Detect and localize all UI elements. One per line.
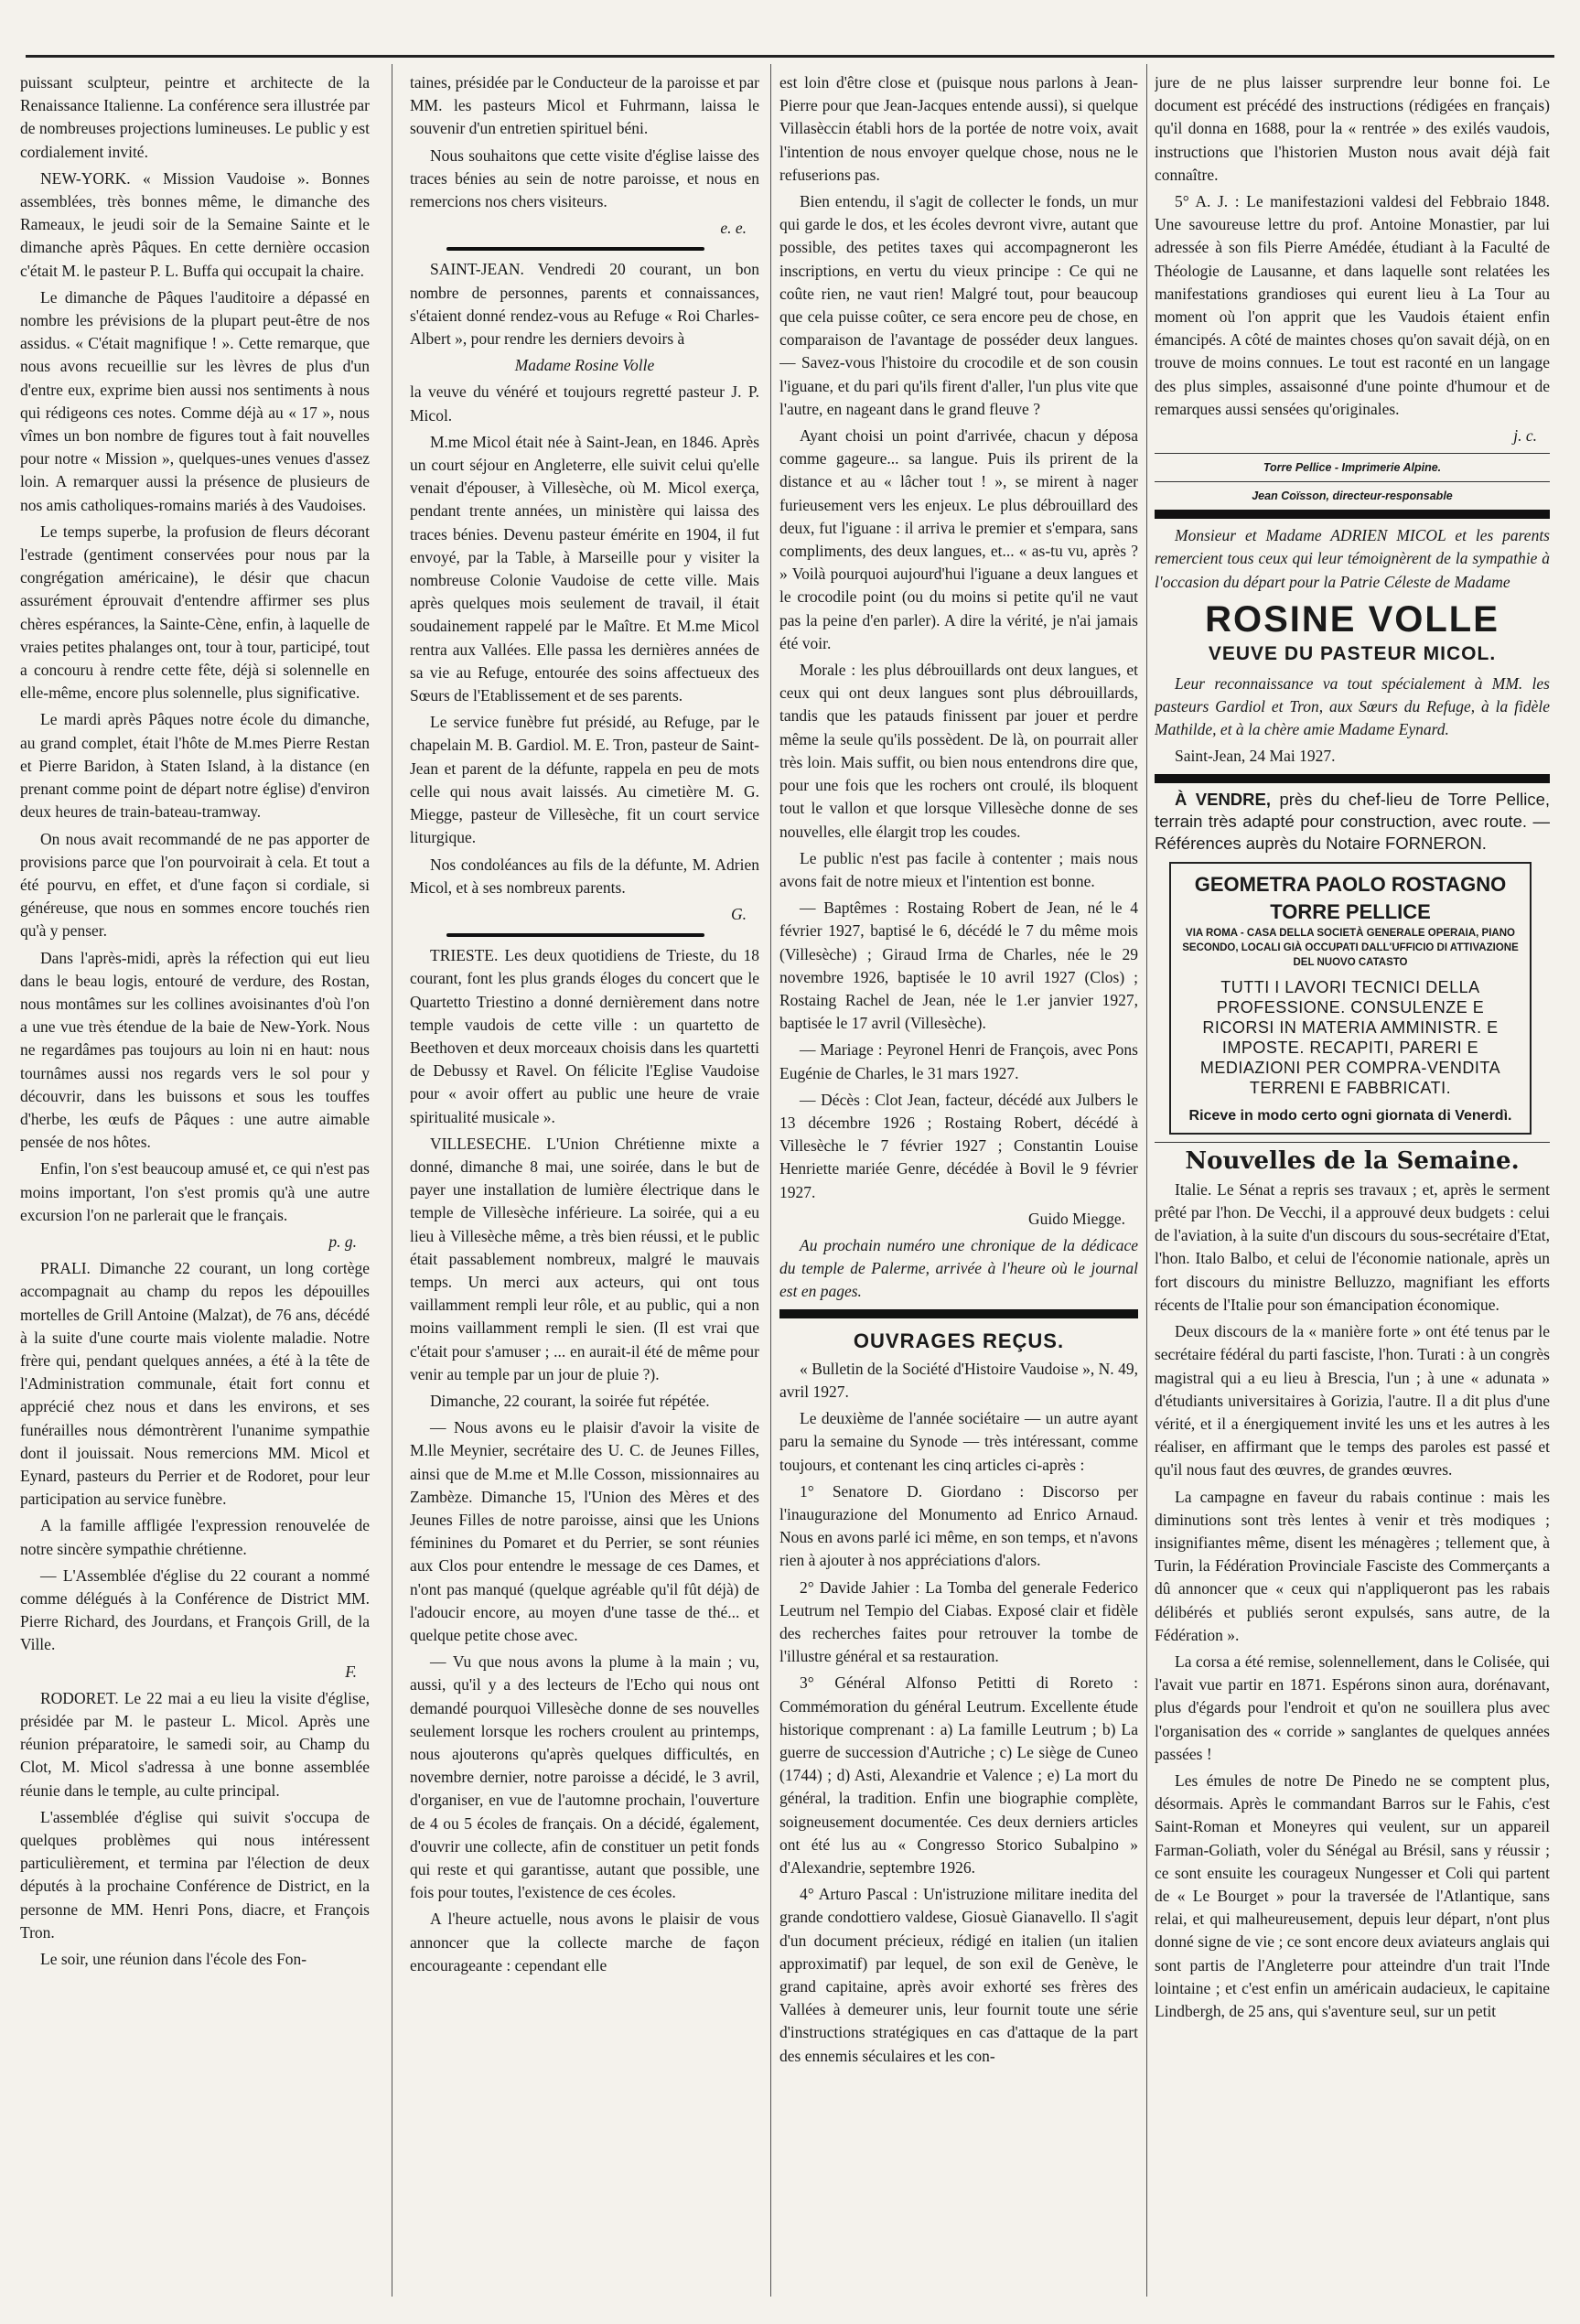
notice-subtitle: VEUVE DU PASTEUR MICOL. — [1208, 642, 1497, 664]
signature: G. — [730, 904, 747, 923]
signature: p. g. — [328, 1232, 357, 1251]
paragraph: Le temps superbe, la profusion de fleurs décorant l'estrade (gentiment conservées pour nous par la congrégation américaine), le désir que chacun assurément éprouvait d'entendre affirmer ses plus chères espérances, la Sainte-Cène, enfin, à laquelle de vraies petites phalanges ont, tour à tour, participé, tout a concouru à rendre cette fête, déjà si solennelle en elle-même, encore plus solennelle, plus significative. — [20, 522, 370, 703]
ad-address: VIA ROMA - CASA DELLA SOCIETÀ GENERALE OPERAIA, PIANO SECONDO, LOCALI GIÀ OCCUPATI DALL'UFFICIO DI ATTIVAZIONE DEL NUOVO CATASTO — [1182, 927, 1519, 968]
imprint-printer: Torre Pellice - Imprimerie Alpine. — [1263, 461, 1442, 475]
section-divider — [446, 247, 704, 251]
paragraph-note: Au prochain numéro une chronique de la dédicace du temple de Palerme, arrivée à l'heure où le journal est en pages. — [779, 1235, 1138, 1301]
paragraph: est loin d'être close et (puisque nous parlons à Jean-Pierre pour que Jean-Jacques entende aussi), si quelque Villasèccin établi hors de la portée de notre voix, avait l'intention de nous envoyer quelque chose, nous ne le refuserions pas. — [779, 73, 1138, 184]
paragraph: Le service funèbre fut présidé, au Refuge, par le chapelain M. B. Gardiol. M. E. Tron, pasteur de Saint-Jean et parent de la défunte, rappela en peu de mots celle qui nous avait laissés. Au cimetière M. G. Miegge, pasteur de Villesèche, fit un court service liturgique. — [410, 713, 759, 847]
section-heading-ouvrages: OUVRAGES REÇUS. — [853, 1329, 1065, 1352]
column-divider — [1146, 64, 1147, 2297]
paragraph: Le mardi après Pâques notre école du dimanche, au grand complet, était l'hôte de M.mes Pierre Restan et Pierre Baridon, à Staten Island, à la distance (en prenant comme point de départ notre église) d'environ deux heures de train-bateau-tramway. — [20, 710, 370, 822]
sale-ad-lead: À VENDRE, — [1175, 789, 1272, 809]
signature: j. c. — [1513, 426, 1537, 446]
paragraph: « Bulletin de la Société d'Histoire Vaudoise », N. 49, avril 1927. — [779, 1359, 1138, 1401]
ad-services: TUTTI I LAVORI TECNICI DELLA PROFESSIONE. CONSULENZE E RICORSI IN MATERIA AMMINISTR. E IMPOSTE. RECAPITI, PARERI E MEDIAZIONI PER COMPRA-VENDITA TERRENI E FABBRICATI. — [1199, 977, 1501, 1097]
paragraph-mariage: — Mariage : Peyronel Henri de François, avec Pons Eugénie de Charles, le 31 mars 1927. — [779, 1040, 1138, 1082]
paragraph: Les émules de notre De Pinedo ne se comptent plus, désormais. Après le commandant Barros sur le Fahis, c'est Saint-Roman et Moneyres qui veulent, sur un appareil Farman-Goliath, voler du Sénégal au Brésil, sans y réussir ; ce sont ensuite les courageux Nungesser et Coli qui partent de « Le Bourget » pour la traversée de l'Atlantique, sans relai, et qui malheureusement, depuis leur départ, n'ont plus donné signe de vie ; ce sont encore deux aviateurs anglais qui sont partis de l'Angleterre pour atteindre d'un trait l'Inde lointaine ; et c'est enfin un américain audacieux, le capitaine Lindbergh, de 25 ans, qui s'aventure seul, sur un petit — [1155, 1770, 1550, 2020]
paragraph: Le public n'est pas facile à contenter ; mais nous avons fait de notre mieux et l'intention est bonne. — [779, 848, 1138, 890]
paragraph: Deux discours de la « manière forte » ont été tenus par le secrétaire fédéral du parti fasciste, l'hon. Turati : à un congrès magistral qui a eu lieu à Brescia, l'un ; à une « adunata » d'étudiants universitaires à Gorizia, l'autre. Il a dit plus d'une vérité, et il a énergiquement invité les uns et les autres à les réaliser, en affirmant que le temps des paroles est passé et qu'il nous faut des œuvres, de grandes œuvres. — [1155, 1322, 1550, 1479]
paragraph-new-york: NEW-YORK. « Mission Vaudoise ». Bonnes assemblées, très bonnes même, le dimanche des Rameaux, le jeudi soir de la Semaine Sainte et le dimanche après Pâques. En cette dernière occasion c'était M. le pasteur P. L. Buffa qui occupait la chaire. — [20, 168, 370, 280]
paragraph: 5° A. J. : Le manifestazioni valdesi del Febbraio 1848. Une savoureuse lettre du prof. Antoine Monastier, par lui adressée à son fils Pierre Amédée, étudiant à la Faculté de Théologie de Lausanne, et dans laquelle sont relatées les manifestations grandioses qui eurent lieu à La Tour au moment où l'on apprit que les Vaudois étaient enfin émancipés. A côté de maintes choses qu'on savait déjà, on en trouve de moins connues. Le tout est raconté en un langage des plus simples, assaisonné d'une pointe d'humour et de remarques aussi sensées qu'originales. — [1155, 192, 1550, 418]
deceased-name: Madame Rosine Volle — [514, 356, 655, 375]
paragraph: Nous souhaitons que cette visite d'église laisse des traces bénies au sein de notre paroisse, et nous en remercions nos chers visiteurs. — [410, 145, 759, 211]
paragraph: — L'Assemblée d'église du 22 courant a nommé comme délégués à la Conférence de District MM. Pierre Richard, des Jourdans, et François Grill, de la Ville. — [20, 1565, 370, 1654]
column-divider — [770, 64, 771, 2297]
paragraph: Le dimanche de Pâques l'auditoire a dépassé en nombre les prévisions de la plupart peut-être de nos assidus. « C'était magnifique ! ». Cette remarque, que nous avons recueillie sur les lèvres de plus d'un d'entre eux, exprime bien aussi nos sentiments à nous qui rédigeons ces notes. Comme déjà au « 17 », nous vîmes un bon nombre de figures tout à fait nouvelles pour notre « Mission », quelques-unes venues d'assez loin. A remarquer aussi la présence de plusieurs de nos amis catholiques-romains mariés à des Vaudoises. — [20, 287, 370, 514]
thanks-notice-body: Leur reconnaissance va tout spécialement à MM. les pasteurs Gardiol et Tron, aux Sœurs du Refuge, à la fidèle Mathilde, et à la chère amie Madame Eynard. — [1155, 673, 1550, 739]
paragraph-trieste: TRIESTE. Les deux quotidiens de Trieste, du 18 courant, font les plus grands éloges du concert que le Quartetto Triestino a donné dernièrement dans notre temple vaudois de cette ville : un quartetto de Beethoven et deux morceaux choisis dans les quartetti de Debussy et Ravel. On félicite l'Eglise Vaudoise pour « avoir offert au public une heure de vraie spiritualité musicale ». — [410, 946, 759, 1126]
column-1 — [20, 71, 370, 2286]
paragraph: La corsa a été remise, solennellement, dans le Colisée, qui l'avait vue partir en 1871. Espérons sinon aura, dorénavant, plus d'égards pour l'endroit et qu'on ne souillera plus avec l'organisation des « corride » sanglantes de quelques années passées ! — [1155, 1652, 1550, 1763]
signature: Guido Miegge. — [1028, 1209, 1125, 1228]
paragraph: 3° Général Alfonso Petitti di Roreto : Commémoration du général Leutrum. Excellente étude historique comprenant : a) La famille Leutrum ; b) La guerre de succession d'Autriche ; c) Le siège de Cuneo (1744) ; d) Asti, Alexandrie et Valence ; e) La mort du général, la tradition. Enfin une biographie complète, soigneusement documentée. Ces deux derniers articles ont été lus au « Congresso Storico Subalpino » d'Alexandrie, septembre 1926. — [779, 1673, 1138, 1877]
paragraph: Dimanche, 22 courant, la soirée fut répétée. — [430, 1391, 710, 1410]
paragraph: la veuve du vénéré et toujours regretté pasteur J. P. Micol. — [410, 382, 759, 425]
signature: e. e. — [720, 219, 747, 238]
paragraph: — Vu que nous avons la plume à la main ; vu, aussi, qu'il y a des lecteurs de l'Echo qui nous ont demandé pourquoi Villesèche donne de ses nouvelles seulement lorsque les rochers croulent au printemps, nous ajouterons qu'après quelques difficultés, en novembre dernier, notre paroisse a décidé, le 3 avril, d'organiser, en vue de l'automne prochain, l'ouverture de 4 ou 5 écoles de français. On a décidé, également, d'ouvrir une collecte, afin de constituer un petit fonds qui reste et qui garantisse, autant que possible, une fois pour toutes, l'existence de ces écoles. — [410, 1652, 759, 1902]
section-divider — [1155, 774, 1550, 783]
paragraph: La campagne en faveur du rabais continue : mais les diminutions sont très lentes à venir et très modiques ; insignifiantes même, disent les ménagères ; tellement que, à Turin, la Fédération Provinciale Fasciste des Commerçants a dû annoncer que « ceux qui n'appliqueront pas les rabais délibérés et publiés seront expulsés, sans autre, de la Fédération ». — [1155, 1487, 1550, 1644]
paragraph: On nous avait recommandé de ne pas apporter de provisions parce que l'on pourvoirait à cela. Et tout a été pourvu, en effet, et d'une façon si cordiale, si généreuse, que nous en sommes encore touchés rien qu'à y penser. — [20, 829, 370, 941]
paragraph: Enfin, l'on s'est beaucoup amusé et, ce qui n'est pas moins important, l'on s'est promis qu'à une autre excursion l'on ne parlerait que le français. — [20, 1159, 370, 1224]
surveyor-ad — [1169, 862, 1532, 1135]
paragraph-deces: — Décès : Clot Jean, facteur, décédé aux Julbers le 13 décembre 1926 ; Rostaing Robert, décédé à Villesèche le 7 février 1927 ; Constantin Louise Henriette mariée Genre, décédée à Bovil le 9 février 1927. — [779, 1090, 1138, 1201]
section-heading-nouvelles: Nouvelles de la Semaine. — [1185, 1146, 1520, 1175]
section-divider — [1155, 510, 1550, 519]
paragraph: Bien entendu, il s'agit de collecter le fonds, un mur qui garde le dos, et les écoles devront vivre, autant que possible, des petites taxes qui accompagneront les inscriptions, en vertu du vieux principe : Ce qui ne coûte rien, ne vaut rien! Malgré tout, pour beaucoup que cela puisse coûter, ce sera encore peu de chose, en comparaison de l'avantage de posséder deux langues. — Savez-vous l'histoire du crocodile et de son cousin l'iguane, et du pari qu'ils firent d'aller, l'un plus vite que l'autre, en nageant dans le grand fleuve ? — [779, 192, 1138, 418]
paragraph-villeseche: VILLESECHE. L'Union Chrétienne mixte a donné, dimanche 8 mai, une soirée, dans le but de payer une installation de lumière électrique dans le temple de Villesèche inférieure. La soirée, qui a eu lieu à Villesèche même, a très bien réussi, et le public était passablement nombreux, malgré le mauvais temps. Un merci aux acteurs, qui ont tous vaillamment rempli leur rôle, et au public, qui a non moins vaillamment rempli le sien. (Il est vrai que c'était pour s'amuser ; ... en aurait-il été de même pour venir au temple par un jour de pluie ?). — [410, 1134, 759, 1383]
paragraph: Nos condoléances au fils de la défunte, M. Adrien Micol, et à ses nombreux parents. — [410, 855, 759, 897]
paragraph: jure de ne plus laisser surprendre leur bonne foi. Le document est précédé des instructions (rédigées en français) qu'il donna en 1688, pour la « rentrée » des exilés vaudois, instructions que l'historien Muston nous avait déjà fait connaître. — [1155, 73, 1550, 184]
column-3 — [779, 71, 1138, 2286]
paragraph: 4° Arturo Pascal : Un'istruzione militare inedita del grande condottiero valdese, Giosuè Gianavello. Il s'agit d'un document précieux, rédigé en italien (un italien approximatif) par lequel, de son exil de Genève, le grand capitaine, après avoir exhorté ses frères des Vallées à demeurer unis, leur fournit toute une série d'instructions stratégiques en cas d'attaque de la part des ennemis séculaires et les con- — [779, 1885, 1138, 2065]
section-divider — [446, 933, 704, 937]
paragraph: taines, présidée par le Conducteur de la paroisse et par MM. les pasteurs Micol et Fuhrmann, laissa le souvenir d'un entretien spirituel béni. — [410, 73, 759, 138]
ad-footer: Riceve in modo certo ogni giornata di Venerdì. — [1188, 1107, 1512, 1124]
column-2 — [410, 71, 759, 2286]
imprint-director: Jean Coïsson, directeur-responsable — [1252, 490, 1453, 503]
paragraph: A la famille affligée l'expression renouvelée de notre sincère sympathie chrétienne. — [20, 1516, 370, 1558]
divider — [1155, 481, 1550, 482]
paragraph: Le soir, une réunion dans l'école des Fon- — [40, 1950, 307, 1969]
notice-name: ROSINE VOLLE — [1205, 598, 1499, 640]
paragraph: Dans l'après-midi, après la réfection qui eut lieu dans le beau logis, entouré de verdure, des Rostan, nous montâmes sur les collines avoisinantes d'où l'on a une vue très étendue de la baie de New-York. Nous ne regardâmes pas toujours au loin ni en haut: nous tournâmes aussi nos regards vers le sol pour y découvrir, dans les buissons et sous les touffes d'herbe, les œufs de Pâques : une autre aimable pensée de nos hôtes. — [20, 948, 370, 1152]
ad-city: TORRE PELLICE — [1270, 899, 1431, 923]
paragraph-prali: PRALI. Dimanche 22 courant, un long cortège accompagnait au champ du repos les dépouilles mortelles de Grill Antoine (Malzat), de 76 ans, décédé à la suite d'une courte mais violente maladie. Notre frère qui, pendant quelques années, a été à la tête de l'Administration communale, était fort connu et apprécié chez nous et dans les environs, et ses funérailles nous démontrèrent l'unanime sympathie dont il jouissait. Nous remercions MM. Micol et Eynard, pasteurs du Perrier et de Rodoret, pour leur participation au service funèbre. — [20, 1259, 370, 1509]
sale-ad — [1155, 789, 1550, 855]
paragraph-baptemes: — Baptêmes : Rostaing Robert de Jean, né le 4 février 1927, baptisé le 6, décédé le 7 du même mois (Villesèche) ; Giraud Irma de Charles, née le 29 novembre 1926, baptisée le 10 avril 1927 (Clos) ; Rostaing Rachel de Jean, née le 1.er janvier 1927, baptisée le 17 avril (Villesèche). — [779, 898, 1138, 1033]
sale-ad-text: près du chef-lieu de Torre Pellice, terrain très adapté pour construction, avec route. — Références auprès du Notaire FORNERON. — [1155, 789, 1550, 853]
paragraph: 2° Davide Jahier : La Tomba del generale Federico Leutrum nel Tempio del Ciabas. Exposé clair et fidèle des recherches faites pour retrouver la tombe de l'illustre général et sa restauration. — [779, 1577, 1138, 1666]
divider — [1155, 1142, 1550, 1143]
paragraph: A l'heure actuelle, nous avons le plaisir de vous annoncer que la collecte marche de façon encourageante : cependant elle — [410, 1910, 759, 1974]
ad-title: GEOMETRA PAOLO ROSTAGNO — [1194, 872, 1507, 896]
section-divider — [779, 1309, 1138, 1318]
divider — [1155, 453, 1550, 454]
paragraph: M.me Micol était née à Saint-Jean, en 1846. Après un court séjour en Angleterre, elle suivit celui qu'elle venait d'épouser, à Villesèche, où M. Micol exerça, pendant trente années, un ministère qui laissa des traces bénies. Devenu pasteur émérite en 1904, il fut envoyé, par la Table, à Marseille pour y visiter la nombreuse Colonie Vaudoise de cette ville. Mais après quelques mois seulement de travail, il était soudainement rappelé par le Maître. Et M.me Micol rentra aux Vallées. Elle passa les dernières années de sa vie au Refuge, entourée des soins affectueux des Sœurs de l'Etablissement et de ses parents. — [410, 432, 759, 705]
thanks-notice: Monsieur et Madame ADRIEN MICOL et les parents remercient tous ceux qui leur témoignèrent de la sympathie à l'occasion du départ pour la Patrie Céleste de Madame — [1155, 526, 1550, 591]
notice-date: Saint-Jean, 24 Mai 1927. — [1175, 747, 1336, 766]
top-rule — [26, 55, 1554, 58]
paragraph-saint-jean: SAINT-JEAN. Vendredi 20 courant, un bon nombre de personnes, parents et connaissances, s'étaient donné rendez-vous au Refuge « Roi Charles-Albert », pour rendre les derniers devoirs à — [410, 260, 759, 349]
column-4 — [1155, 71, 1550, 2286]
paragraph-rodoret: RODORET. Le 22 mai a eu lieu la visite d'église, présidée par M. le pasteur L. Micol. Après une réunion préparatoire, le samedi soir, au Champ du Clot, M. Micol s'adressa à une bonne assemblée réunie dans le temple, au culte principal. — [20, 1688, 370, 1800]
paragraph: Ayant choisi un point d'arrivée, chacun y déposa comme gageure... sa langue. Puis ils prirent de la distance et au « lâcher tout ! », se mirent à nager furieusement vers les enjeux. Le plus débrouillard des deux, fut l'iguane : il arriva le premier et s'empara, sans compliments, des deux langues, et... « as-tu vu, après ? » Voilà pourquoi aujourd'hui l'iguane a deux langues et le crocodile point (ou du moins si petite qu'il ne vaut pas la peine d'en parler). A dire la vérité, je n'ai jamais été voir. — [779, 426, 1138, 652]
paragraph: 1° Senatore D. Giordano : Discorso per l'inaugurazione del Monumento ad Enrico Arnaud. Nous en avons parlé ici même, en son temps, et n'avons rien à ajouter à nos appréciations d'alors. — [779, 1481, 1138, 1570]
paragraph: L'assemblée d'église qui suivit s'occupa de quelques problèmes qui nous intéressent particulièrement, et termina par l'élection de deux députés à la prochaine Conférence de District, en la personne de MM. Henri Pons, diacre, et François Tron. — [20, 1807, 370, 1942]
paragraph: Morale : les plus débrouillards ont deux langues, et ceux qui ont deux langues sont plus débrouillards, tandis que les patauds finissent par jouer et perdre même la seule qu'ils possèdent. De là, on pourrait aller très loin. Mais suffit, ou bien nous entendrons dire que, pour une fois que les rochers ont croulé, ils bloquent tout le vallon et que lorsque Villesèche donne de ses nouvelles, elle élargit trop les coudes. — [779, 661, 1138, 841]
signature: F. — [345, 1662, 357, 1681]
paragraph: Le deuxième de l'année sociétaire — un autre ayant paru la semaine du Synode — très intéressant, comme toujours, et contenant les cinq articles ci-après : — [779, 1409, 1138, 1474]
paragraph: Italie. Le Sénat a repris ses travaux ; et, après le serment prêté par l'hon. De Vecchi, il a approuvé deux budgets : celui de l'aviation, à la suite d'un discours du sous-secrétaire d'Etat, l'hon. Italo Balbo, et celui de l'économie nationale, après un fort discours du ministre Belluzzo, magnifiant les efforts récents de l'Italie pour son émancipation économique. — [1155, 1179, 1550, 1314]
paragraph: — Nous avons eu le plaisir d'avoir la visite de M.lle Meynier, secrétaire des U. C. de Jeunes Filles, ainsi que de M.me et M.lle Cosson, missionnaires au Zambèze. Dimanche 15, l'Union des Mères et des Jeunes Filles de notre paroisse, ainsi que les Unions féminines du Pomaret et du Perrier, se sont réunies aux Clos pour entendre le message de ces Dames, et n'ont pas manqué (quelque agréable qu'il fût déjà) de l'adoucir encore, au moyen d'une tasse de thé... et quelque petite chose avec. — [410, 1418, 759, 1644]
paragraph: puissant sculpteur, peintre et architecte de la Renaissance Italienne. La conférence sera illustrée par de nombreuses projections lumineuses. Le public y est cordialement invité. — [20, 73, 370, 161]
